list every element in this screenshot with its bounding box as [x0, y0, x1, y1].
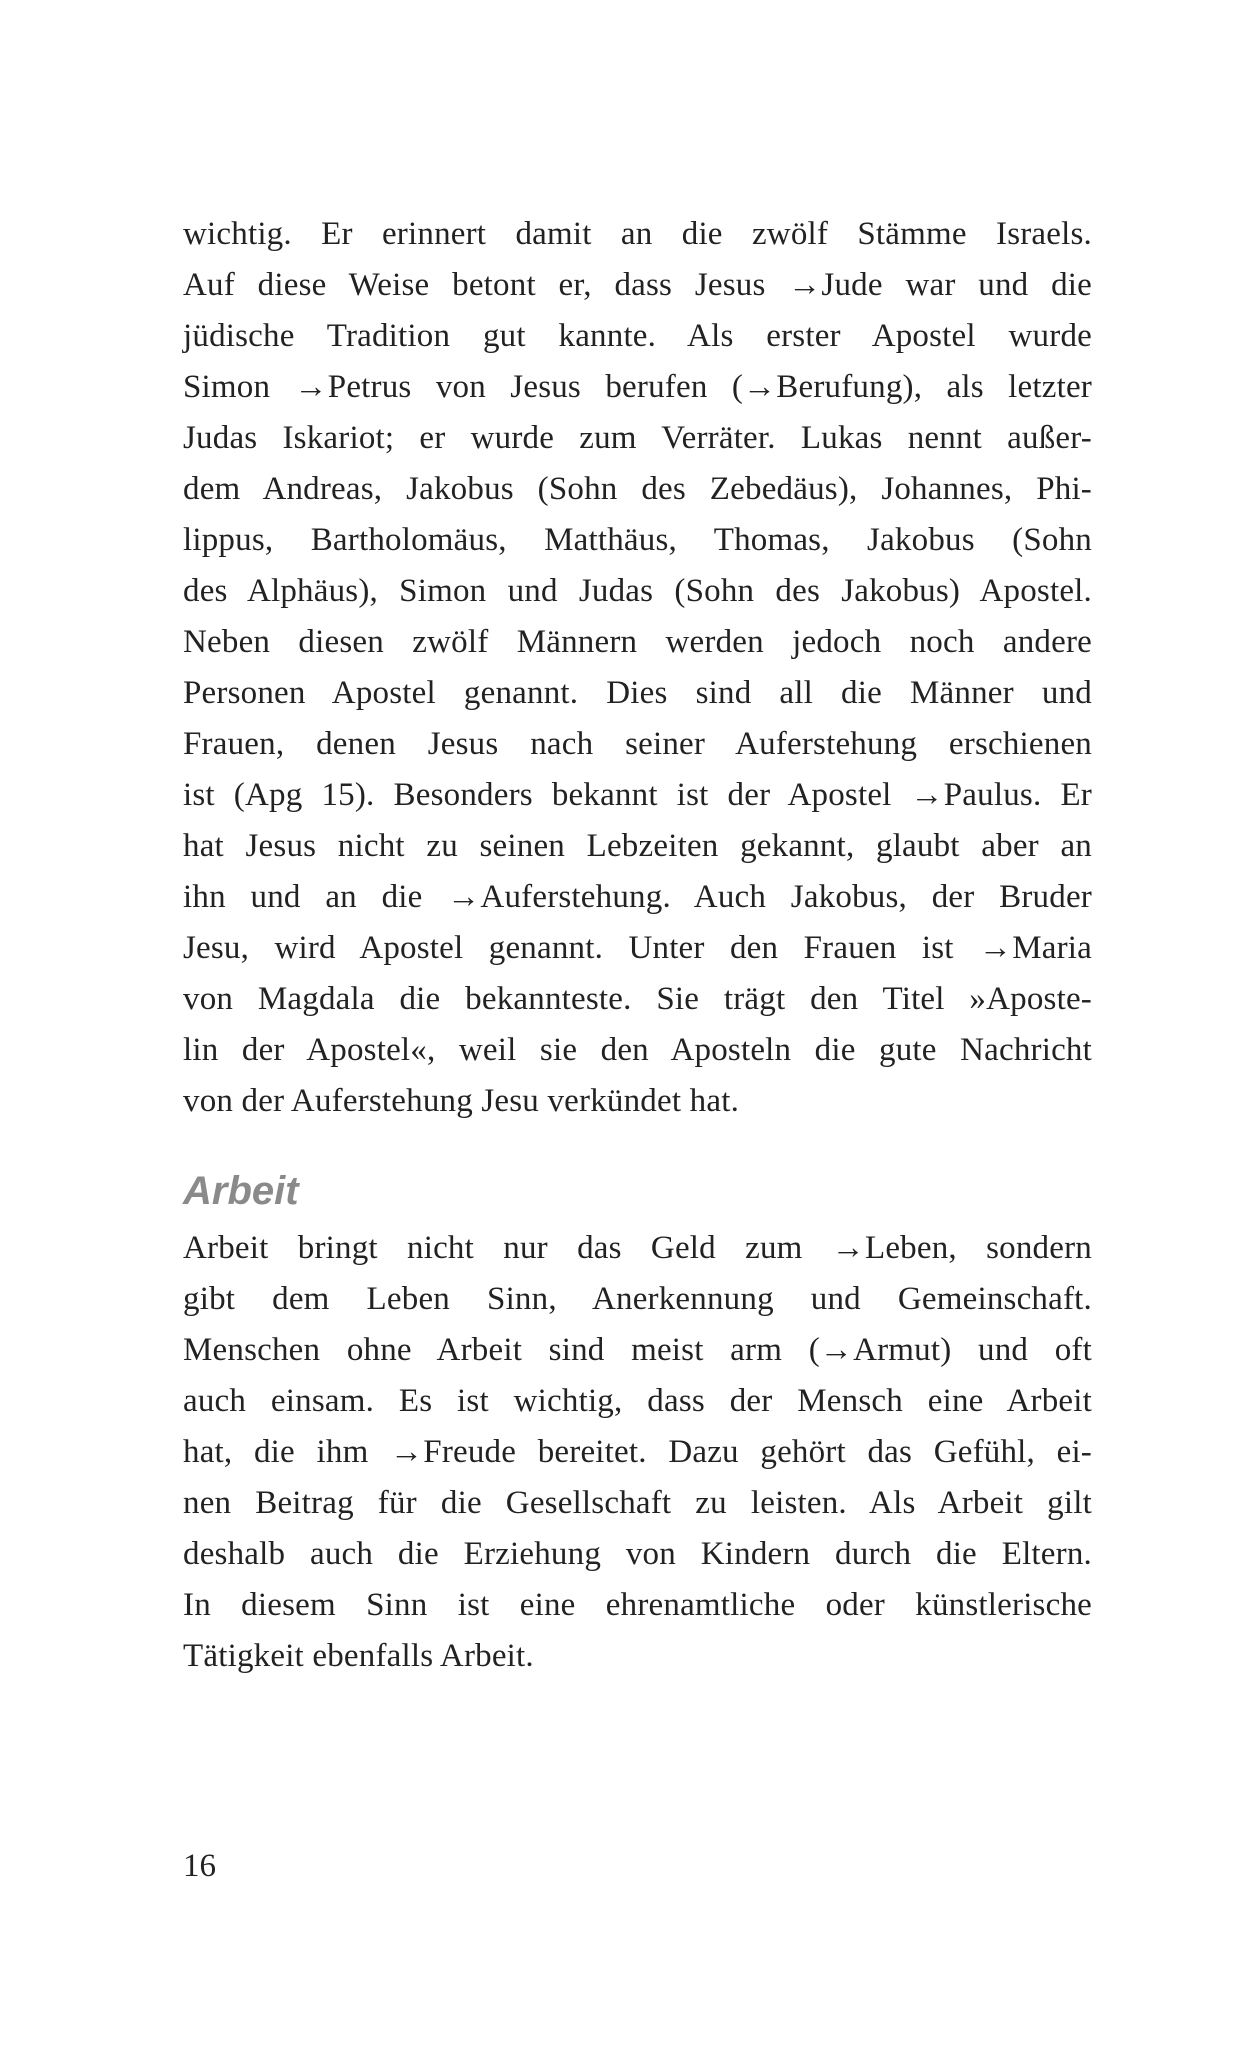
text-line: Jesu, wird Apostel genannt. Unter den Frauen ist →Maria: [183, 930, 1092, 966]
entry-heading-arbeit: Arbeit: [183, 1169, 299, 1213]
text-line: ihn und an die →Auferstehung. Auch Jakobus, der Bruder: [183, 879, 1092, 915]
text-line: gibt dem Leben Sinn, Anerkennung und Gemeinschaft.: [183, 1281, 1092, 1317]
text-line: In diesem Sinn ist eine ehrenamtliche oder künstlerische: [183, 1587, 1092, 1623]
text-line: von Magdala die bekannteste. Sie trägt den Titel »Aposte-: [183, 981, 1092, 1017]
text-line: Personen Apostel genannt. Dies sind all die Männer und: [183, 675, 1092, 711]
text-line: Frauen, denen Jesus nach seiner Auferstehung erschienen: [183, 726, 1092, 762]
text-line: Simon →Petrus von Jesus berufen (→Berufung), als letzter: [183, 369, 1092, 405]
text-line: Judas Iskariot; er wurde zum Verräter. Lukas nennt außer-: [183, 420, 1092, 456]
text-line: deshalb auch die Erziehung von Kindern durch die Eltern.: [183, 1536, 1092, 1572]
text-line: Arbeit bringt nicht nur das Geld zum →Leben, sondern: [183, 1230, 1092, 1266]
text-line: wichtig. Er erinnert damit an die zwölf Stämme Israels.: [183, 216, 1092, 252]
text-line: ist (Apg 15). Besonders bekannt ist der Apostel →Paulus. Er: [183, 777, 1092, 813]
page-number: 16: [183, 1848, 216, 1884]
text-line: Tätigkeit ebenfalls Arbeit.: [183, 1638, 534, 1674]
text-line: lippus, Bartholomäus, Matthäus, Thomas, Jakobus (Sohn: [183, 522, 1092, 558]
text-line: nen Beitrag für die Gesellschaft zu leisten. Als Arbeit gilt: [183, 1485, 1092, 1521]
text-line: dem Andreas, Jakobus (Sohn des Zebedäus), Johannes, Phi-: [183, 471, 1092, 507]
entry-apostel-body: [183, 209, 1092, 1127]
text-line: jüdische Tradition gut kannte. Als erster Apostel wurde: [183, 318, 1092, 354]
text-line: hat Jesus nicht zu seinen Lebzeiten gekannt, glaubt aber an: [183, 828, 1092, 864]
text-line: lin der Apostel«, weil sie den Aposteln die gute Nachricht: [183, 1032, 1092, 1068]
text-line: des Alphäus), Simon und Judas (Sohn des Jakobus) Apostel.: [183, 573, 1092, 609]
text-line: von der Auferstehung Jesu verkündet hat.: [183, 1083, 740, 1119]
text-line: hat, die ihm →Freude bereitet. Dazu gehört das Gefühl, ei-: [183, 1434, 1092, 1470]
text-line: auch einsam. Es ist wichtig, dass der Mensch eine Arbeit: [183, 1383, 1092, 1419]
entry-arbeit-body: [183, 1223, 1092, 1682]
text-line: Auf diese Weise betont er, dass Jesus →Jude war und die: [183, 267, 1092, 303]
text-line: Neben diesen zwölf Männern werden jedoch noch andere: [183, 624, 1092, 660]
text-line: Menschen ohne Arbeit sind meist arm (→Armut) und oft: [183, 1332, 1092, 1368]
